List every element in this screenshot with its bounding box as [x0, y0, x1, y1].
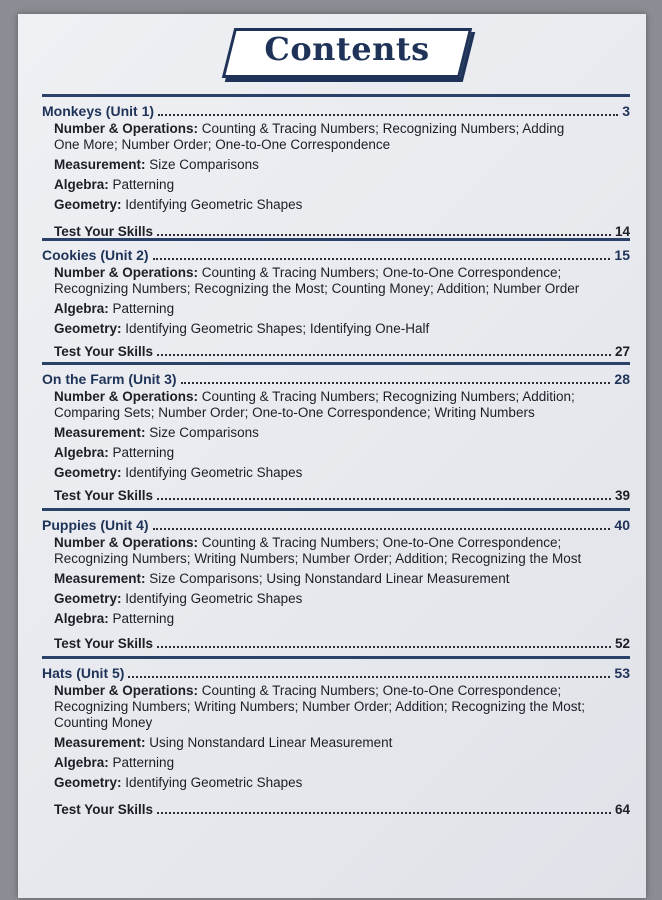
topic-text: Patterning: [112, 611, 175, 626]
unit-section-hats: [42, 656, 630, 829]
unit-section-on-the-farm: [42, 362, 630, 503]
topic-text: Recognizing Numbers; Recognizing the Most; Counting Money; Addition; Number Order: [54, 281, 580, 296]
topic-line: [54, 465, 614, 481]
topic-category: Geometry:: [54, 321, 122, 336]
unit-title: On the Farm (Unit 3): [42, 371, 177, 387]
topic-text: Counting & Tracing Numbers; One-to-One Correspondence;: [201, 535, 562, 550]
topic-line: [54, 425, 614, 441]
test-label: Test Your Skills: [54, 802, 154, 817]
topic-text: Counting & Tracing Numbers; One-to-One Correspondence;: [201, 265, 562, 280]
topic-line: [54, 775, 614, 791]
topic-category: Geometry:: [54, 775, 122, 790]
leader-dots: [158, 113, 618, 116]
unit-heading[interactable]: [42, 661, 630, 681]
topic-category: Geometry:: [54, 591, 122, 606]
topic-line: [54, 535, 614, 551]
topic-line: [54, 301, 614, 317]
topic-line-continued: [54, 551, 614, 567]
topic-category: Algebra:: [54, 301, 109, 316]
topic-category: Algebra:: [54, 177, 109, 192]
topic-text: Size Comparisons: [149, 425, 259, 440]
topic-category: Measurement:: [54, 425, 146, 440]
topic-line: [54, 683, 614, 699]
topic-line: [54, 177, 614, 193]
topic-line-continued: [54, 137, 614, 153]
topic-category: Measurement:: [54, 157, 146, 172]
topic-line: [54, 197, 614, 213]
unit-heading[interactable]: [42, 243, 630, 263]
topic-category: Number & Operations:: [54, 121, 199, 136]
test-your-skills-entry[interactable]: [54, 795, 630, 817]
topic-line: [54, 591, 614, 607]
book-page: [18, 14, 646, 898]
unit-title: Puppies (Unit 4): [42, 517, 149, 533]
topic-line: [54, 389, 614, 405]
leader-dots: [181, 381, 611, 384]
unit-heading[interactable]: [42, 367, 630, 387]
topic-category: Algebra:: [54, 755, 109, 770]
topic-line: [54, 571, 614, 587]
topic-text: Comparing Sets; Number Order; One-to-One Correspondence; Writing Numbers: [54, 405, 535, 420]
topic-category: Number & Operations:: [54, 265, 199, 280]
topic-line: [54, 445, 614, 461]
unit-section-puppies: [42, 508, 630, 661]
test-page-number: 64: [614, 802, 630, 817]
unit-page-number: 15: [614, 247, 630, 263]
topic-category: Measurement:: [54, 735, 146, 750]
topic-category: Number & Operations:: [54, 389, 199, 404]
topic-line-continued: [54, 699, 614, 715]
topic-text: Patterning: [112, 445, 175, 460]
unit-heading[interactable]: [42, 99, 630, 119]
topic-text: Counting Money: [54, 715, 153, 730]
topic-line: [54, 735, 614, 751]
topic-category: Algebra:: [54, 445, 109, 460]
topic-line: [54, 121, 614, 137]
topic-category: Geometry:: [54, 465, 122, 480]
unit-heading[interactable]: [42, 513, 630, 533]
test-your-skills-entry[interactable]: [54, 481, 630, 503]
page-title: Contents: [264, 30, 430, 68]
topic-text: Counting & Tracing Numbers; One-to-One Correspondence;: [201, 683, 562, 698]
topic-text: Counting & Tracing Numbers; Recognizing Numbers; Addition;: [201, 389, 575, 404]
topic-line: [54, 265, 614, 281]
test-label: Test Your Skills: [54, 488, 154, 503]
leader-dots: [157, 645, 611, 648]
topic-category: Geometry:: [54, 197, 122, 212]
topic-text: Patterning: [112, 755, 175, 770]
test-label: Test Your Skills: [54, 224, 154, 239]
topic-line: [54, 611, 614, 627]
test-page-number: 52: [614, 636, 630, 651]
topic-text: Patterning: [112, 301, 175, 316]
topic-line: [54, 157, 614, 173]
leader-dots: [153, 257, 611, 260]
topic-text: Identifying Geometric Shapes: [125, 197, 303, 212]
test-page-number: 27: [614, 344, 630, 359]
unit-page-number: 40: [614, 517, 630, 533]
test-label: Test Your Skills: [54, 344, 154, 359]
topic-text: Using Nonstandard Linear Measurement: [149, 735, 393, 750]
unit-section-monkeys: [42, 94, 630, 243]
topic-text: Identifying Geometric Shapes: [125, 591, 303, 606]
topic-text: Identifying Geometric Shapes: [125, 775, 303, 790]
topic-text: Size Comparisons: [149, 157, 259, 172]
test-your-skills-entry[interactable]: [54, 337, 630, 359]
unit-title: Hats (Unit 5): [42, 665, 125, 681]
test-your-skills-entry[interactable]: [54, 629, 630, 651]
topic-line-continued: [54, 405, 614, 421]
topic-category: Measurement:: [54, 571, 146, 586]
topic-line: [54, 755, 614, 771]
leader-dots: [153, 527, 611, 530]
leader-dots: [128, 675, 610, 678]
unit-title: Monkeys (Unit 1): [42, 103, 155, 119]
unit-section-cookies: [42, 238, 630, 357]
topic-category: Number & Operations:: [54, 535, 199, 550]
topic-text: Counting & Tracing Numbers; Recognizing Numbers; Adding: [201, 121, 565, 136]
test-page-number: 39: [614, 488, 630, 503]
topic-category: Number & Operations:: [54, 683, 199, 698]
unit-title: Cookies (Unit 2): [42, 247, 149, 263]
test-your-skills-entry[interactable]: [54, 217, 630, 239]
topic-text: Size Comparisons; Using Nonstandard Linear Measurement: [149, 571, 510, 586]
topic-line-continued: [54, 281, 614, 297]
topic-text: Recognizing Numbers; Writing Numbers; Number Order; Addition; Recognizing the Most;: [54, 699, 585, 714]
topic-category: Algebra:: [54, 611, 109, 626]
topic-text: Identifying Geometric Shapes: [125, 465, 303, 480]
topic-text: One More; Number Order; One-to-One Correspondence: [54, 137, 391, 152]
unit-page-number: 53: [614, 665, 630, 681]
leader-dots: [157, 233, 611, 236]
test-label: Test Your Skills: [54, 636, 154, 651]
test-page-number: 14: [614, 224, 630, 239]
unit-page-number: 28: [614, 371, 630, 387]
topic-text: Recognizing Numbers; Writing Numbers; Number Order; Addition; Recognizing the Most: [54, 551, 582, 566]
leader-dots: [157, 497, 611, 500]
leader-dots: [157, 811, 611, 814]
topic-line-continued: [54, 715, 614, 731]
topic-text: Patterning: [112, 177, 175, 192]
leader-dots: [157, 353, 611, 356]
topic-text: Identifying Geometric Shapes; Identifying One-Half: [125, 321, 430, 336]
topic-line: [54, 321, 614, 337]
unit-page-number: 3: [622, 103, 630, 119]
